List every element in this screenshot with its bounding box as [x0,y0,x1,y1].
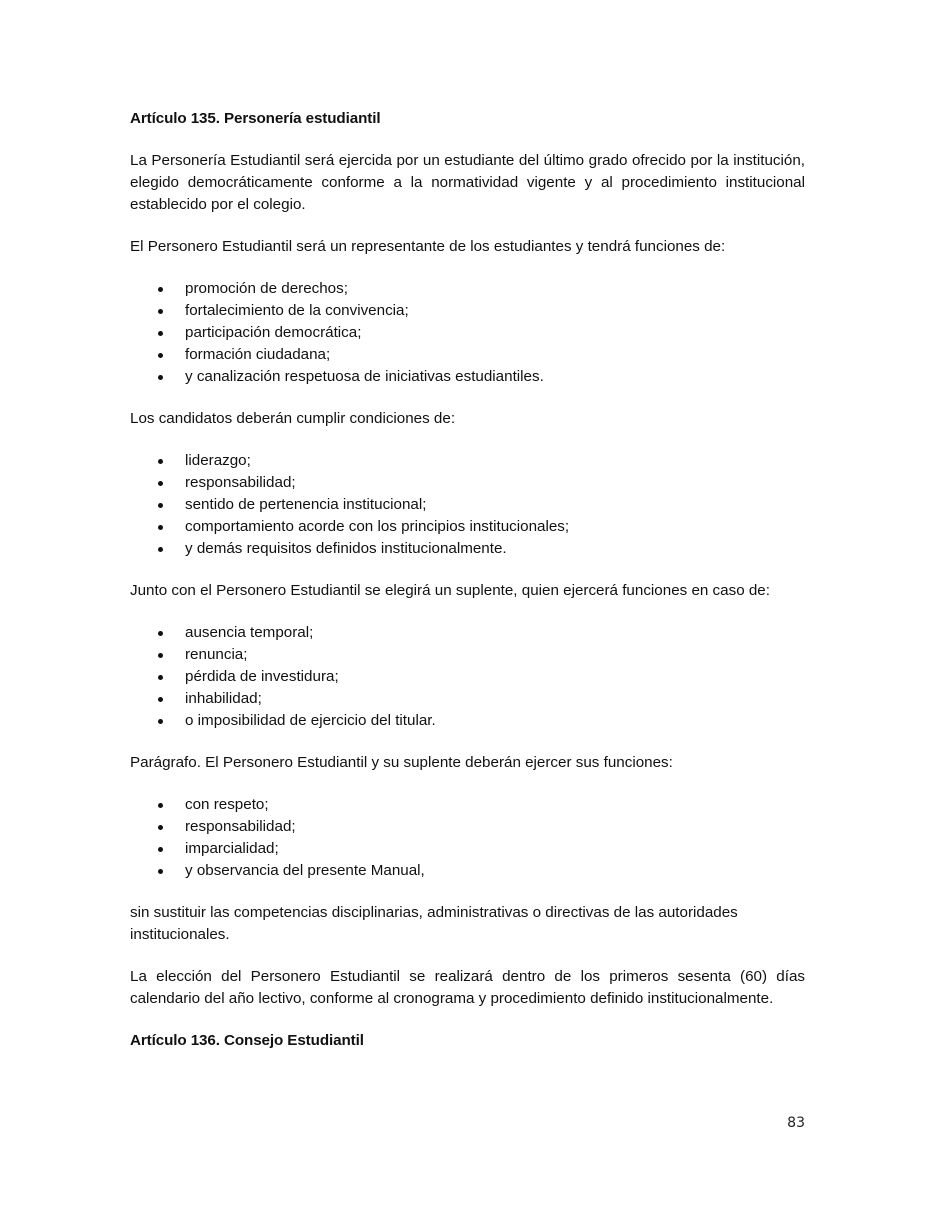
list-item: y canalización respetuosa de iniciativas estudiantiles. [130,366,805,388]
bullet-icon [158,331,163,336]
paragraph-paragrafo-intro: Parágrafo. El Personero Estudiantil y su suplente deberán ejercer sus funciones: [130,754,673,771]
conduct-list [130,794,805,882]
paragraph-competencies: sin sustituir las competencias disciplinarias, administrativas o directivas de las autoridades institucionales. [130,904,738,943]
conditions-list [130,450,805,560]
list-item: ausencia temporal; [130,622,805,644]
paragraph-personeria-definition: La Personería Estudiantil será ejercida por un estudiante del último grado ofrecido por la institución, elegido democráticamente conforme a la normatividad vigente y al procedimiento institucional establecido por el colegio. [130,152,805,213]
bullet-icon [158,675,163,680]
page-number: 83 [787,1115,805,1131]
bullet-icon [158,825,163,830]
list-item: sentido de pertenencia institucional; [130,494,805,516]
paragraph-substitute-intro: Junto con el Personero Estudiantil se elegirá un suplente, quien ejercerá funciones en caso de: [130,582,770,599]
bullet-icon [158,503,163,508]
bullet-icon [158,697,163,702]
list-item: responsabilidad; [130,472,805,494]
bullet-icon [158,287,163,292]
paragraph-candidate-conditions-intro: Los candidatos deberán cumplir condiciones de: [130,410,456,427]
list-item: pérdida de investidura; [130,666,805,688]
bullet-icon [158,459,163,464]
list-item: y observancia del presente Manual, [130,860,805,882]
list-item: participación democrática; [130,322,805,344]
bullet-icon [158,353,163,358]
list-item: fortalecimiento de la convivencia; [130,300,805,322]
list-item: renuncia; [130,644,805,666]
list-item: imparcialidad; [130,838,805,860]
list-item: comportamiento acorde con los principios institucionales; [130,516,805,538]
bullet-icon [158,525,163,530]
list-item: promoción de derechos; [130,278,805,300]
paragraph-election-timing: La elección del Personero Estudiantil se realizará dentro de los primeros sesenta (60) días calendario del año lectivo, conforme al cronograma y procedimiento definido institucionalmente. [130,968,805,1007]
list-item: liderazgo; [130,450,805,472]
bullet-icon [158,869,163,874]
bullet-icon [158,481,163,486]
list-item: responsabilidad; [130,816,805,838]
bullet-icon [158,631,163,636]
substitute-cases-list [130,622,805,732]
list-item: formación ciudadana; [130,344,805,366]
functions-list [130,278,805,388]
bullet-icon [158,803,163,808]
bullet-icon [158,309,163,314]
bullet-icon [158,653,163,658]
bullet-icon [158,847,163,852]
list-item: y demás requisitos definidos institucionalmente. [130,538,805,560]
article-135-heading: Artículo 135. Personería estudiantil [130,110,381,127]
article-136-heading: Artículo 136. Consejo Estudiantil [130,1032,364,1049]
bullet-icon [158,375,163,380]
bullet-icon [158,547,163,552]
list-item: con respeto; [130,794,805,816]
list-item: o imposibilidad de ejercicio del titular. [130,710,805,732]
paragraph-personero-functions-intro: El Personero Estudiantil será un representante de los estudiantes y tendrá funciones de: [130,238,726,255]
document-body [130,108,805,1052]
bullet-icon [158,719,163,724]
list-item: inhabilidad; [130,688,805,710]
